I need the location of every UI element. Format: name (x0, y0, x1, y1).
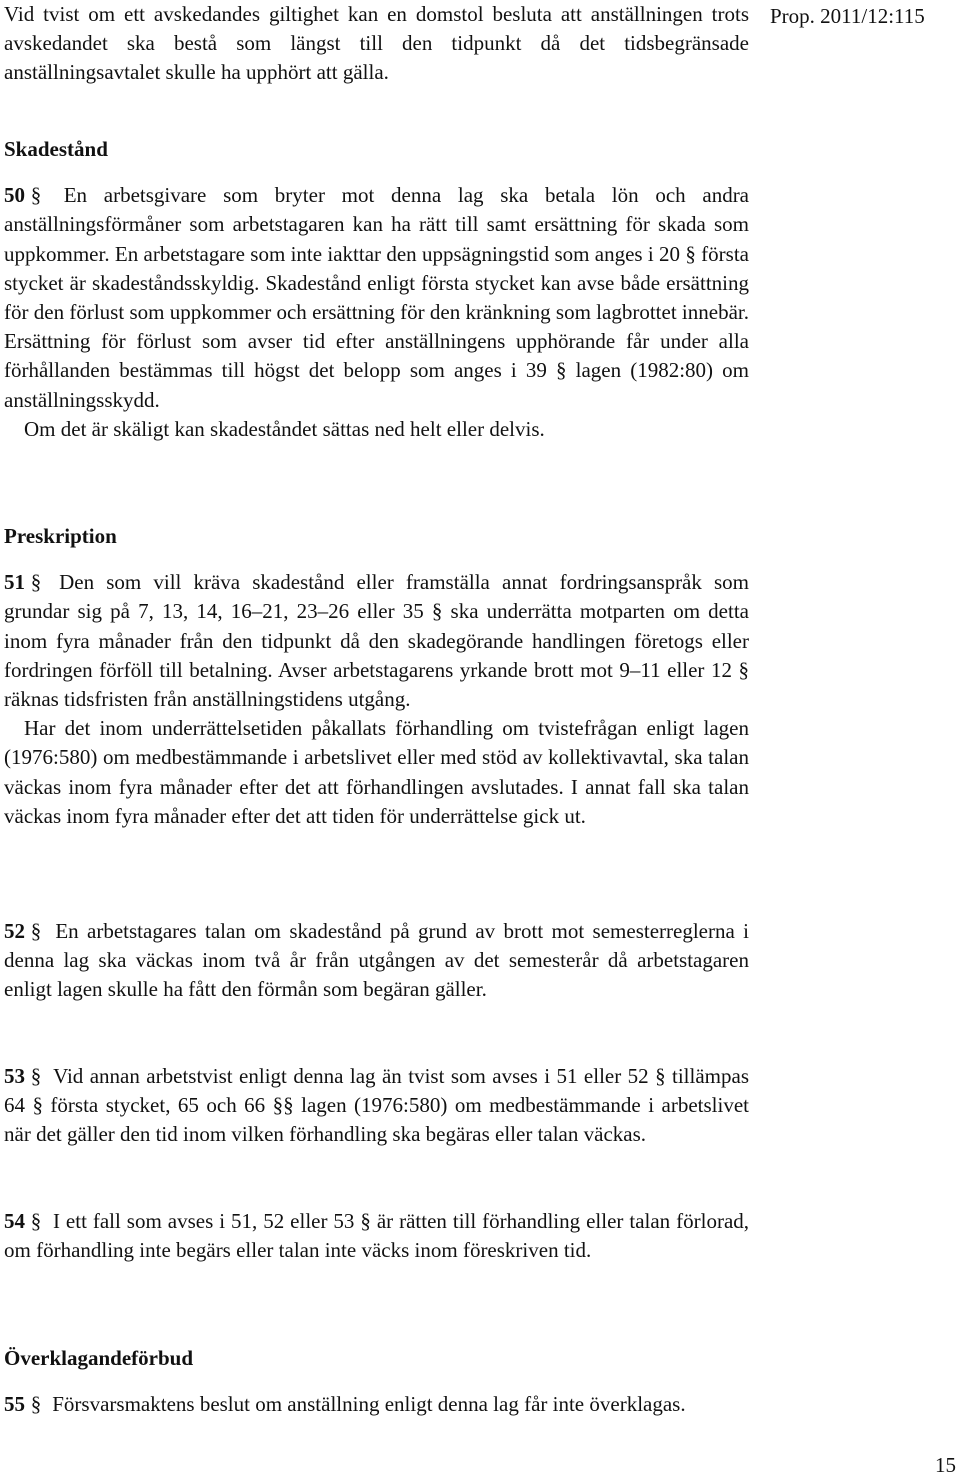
paragraph-text: En arbetstagares talan om skadestånd på grund av brott mot semesterreglerna i denna lag ska väckas inom två år från utgången av det semesterår då arbetstagaren enligt lagen skulle ha fått den förmån som begäran gäller. (4, 919, 749, 1002)
page-number: 15 (935, 1453, 956, 1477)
paragraph-number: 53 (4, 1064, 25, 1088)
section-sign: § (30, 183, 42, 208)
paragraph-text: Försvarsmaktens beslut om anställning enligt denna lag får inte överklagas. (52, 1392, 686, 1417)
paragraph-52-block (4, 917, 749, 1005)
section-sign: § (30, 1392, 42, 1417)
paragraph-text: Den som vill kräva skadestånd eller framställa annat fordringsanspråk som grundar sig på 7, 13, 14, 16–21, 23–26 eller 35 § ska underrätta motparten om detta inom fyra månader från den tidpunkt då den skadegörande handlingen företogs eller fordringen förföll till betalning. Avser arbetstagarens yrkande brott mot 9–11 eller 12 § räknas tidsfristen från anställningstidens utgång. (4, 570, 750, 712)
section-skadestand (4, 135, 749, 444)
intro-paragraph: Vid tvist om ett avskedandes giltighet kan en domstol besluta att anställningen trots avskedandet ska bestå som längst till den tidpunkt då det tidsbegränsade anställningsavtalet skulle ha upphört att gälla. (4, 2, 749, 85)
paragraph-text: Vid annan arbetstvist enligt denna lag än tvist som avses i 51 eller 52 § tillämpas 64 § första stycket, 65 och 66 §§ lagen (1976:580) om medbestämmande i arbetslivet när det gäller den tid inom vilken förhandling ska begäras eller talan väckas. (4, 1064, 749, 1147)
section-heading: Preskription (4, 524, 117, 548)
paragraph-50 (4, 181, 749, 415)
paragraph-55 (4, 1390, 749, 1419)
paragraph-53 (4, 1062, 749, 1150)
section-overklagandeforbud (4, 1344, 749, 1419)
section-heading: Skadestånd (4, 137, 108, 161)
paragraph-53-block (4, 1062, 749, 1150)
paragraph-number: 55 (4, 1392, 25, 1417)
section-heading: Överklagandeförbud (4, 1346, 194, 1370)
section-sign: § (30, 1064, 42, 1088)
paragraph-number: 51 (4, 570, 25, 595)
section-sign: § (30, 919, 42, 943)
paragraph-number: 54 (4, 1209, 25, 1233)
paragraph-52 (4, 917, 749, 1005)
paragraph-54 (4, 1207, 749, 1265)
section-sign: § (30, 1209, 42, 1233)
paragraph-continuation: Om det är skäligt kan skadeståndet sättas ned helt eller delvis. (24, 416, 545, 441)
paragraph-continuation: Har det inom underrättelsetiden påkallats förhandling om tvistefrågan enligt lagen (1976:580) om medbestämmande i arbetslivet eller med stöd av kollektivavtal, ska talan väckas inom fyra månader efter det att förhandlingen avslutades. I annat fall ska talan väckas inom fyra månader efter det att tiden för underrättelse gick ut. (4, 716, 749, 828)
paragraph-text: I ett fall som avses i 51, 52 eller 53 § är rätten till förhandling eller talan förlorad, om förhandling inte begärs eller talan inte väcks inom föreskriven tid. (4, 1209, 750, 1263)
paragraph-number: 52 (4, 919, 25, 943)
proposition-reference: Prop. 2011/12:115 (770, 4, 925, 28)
intro-block (4, 0, 749, 88)
paragraph-51 (4, 568, 749, 714)
section-sign: § (30, 570, 42, 595)
paragraph-number: 50 (4, 183, 25, 208)
paragraph-54-block (4, 1207, 749, 1265)
section-preskription (4, 522, 749, 831)
paragraph-text: En arbetsgivare som bryter mot denna lag ska betala lön och andra anställningsförmåner som arbetstagaren kan ha rätt till samt ersättning för skada som uppkommer. En arbetstagare som inte iakttar den uppsägningstid som anges i 20 § första stycket är skadeståndsskyldig. Skadestånd enligt första stycket kan avse både ersättning för den förlust som uppkommer och ersättning för den kränkning som lagbrottet innebär. Ersättning för förlust som avser tid efter anställningens upphörande får under alla förhållanden bestämmas till högst det belopp som anges i 39 § lagen (1982:80) om anställningsskydd. (4, 183, 750, 412)
